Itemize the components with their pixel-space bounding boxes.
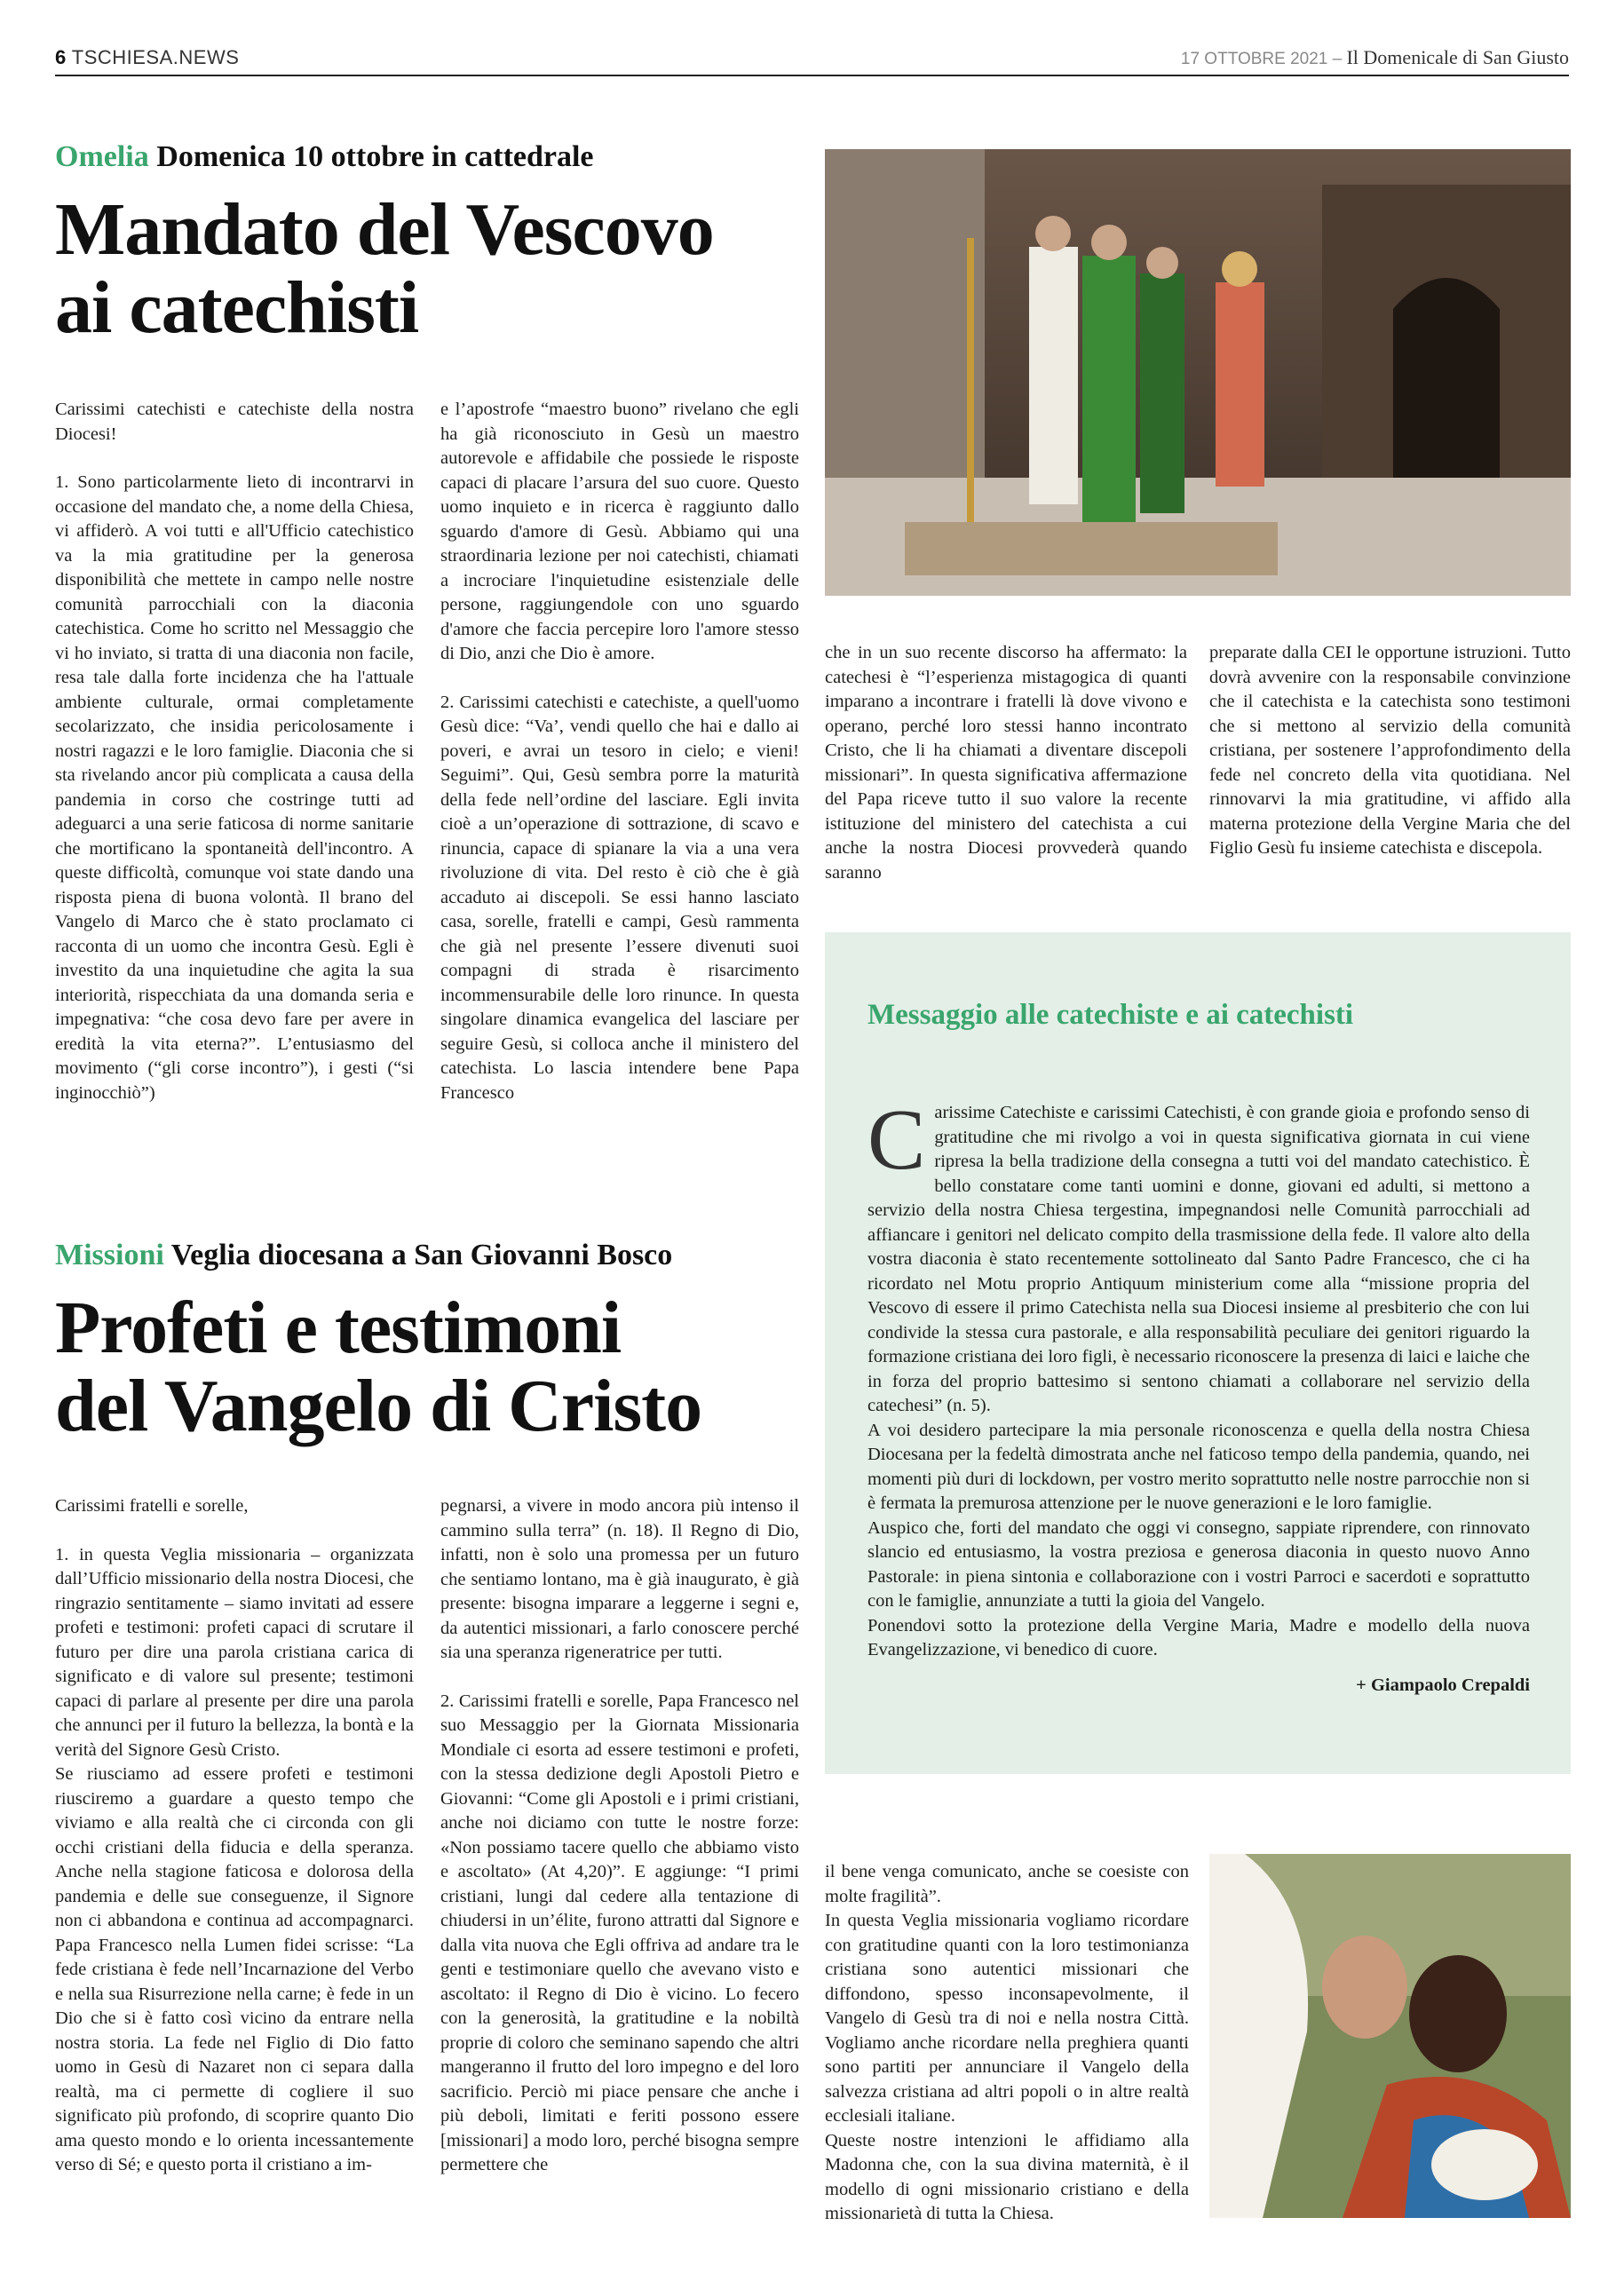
mission-photo: [1209, 1854, 1571, 2218]
paragraph: il bene venga comunicato, anche se coesiste con molte fragilità”.: [825, 1862, 1189, 1906]
paragraph: 1. in questa Veglia missionaria – organizzata dall’Ufficio missionario della nostra Diocesi, che ringrazio sentitamente – siamo invitati ad essere profeti e testimoni: profeti capaci di scrutare il futuro per dire una parola cristiana carica di significato e di valore sul presente; testimoni capaci di parlare al presente per dire una parola che annunci per il futuro la bellezza, la bontà e la verità del Signore Gesù Cristo.: [55, 1544, 414, 1760]
paragraph: 1. Sono particolarmente lieto di incontrarvi in occasione del mandato che, a nome della Chiesa, vi affiderò. A voi tutti e all'Ufficio catechistico va la mia gratitudine per la generosa disponibilità che mettete in campo nelle nostre comunità parrocchiali con la diaconia catechistica. Come ho scritto nel Messaggio che vi ho inviato, si tratta di una diaconia non facile, resa tale dalla forte incidenza che ha l'attuale ambiente culturale, ormai completamente secolarizzato, che insidia pericolosamente i nostri ragazzi e le loro famiglie. Diaconia che si sta rivelando ancor più complicata a causa della pandemia in corso che costringe tutti ad adeguarci a una serie faticosa di norme sanitarie che mortificano la spontaneità dell'incontro. A queste difficoltà, comunque voi state dando una risposta piena di buona volontà. Il brano del Vangelo di Marco che è stato proclamato ci racconta di un uomo che incontra Gesù. Egli è investito da una inquietudine che agita la sua interiorità, rispecchiata da una domanda seria e impegnativa: “che cosa devo fare per avere in eredità la vita eterna?”. L’entusiasmo del movimento (“gli corse incontro”), i gesti (“si inginocchiò”): [55, 472, 414, 1103]
issue-date: 17 OTTOBRE 2021 –: [1180, 50, 1343, 68]
message-box-text: [867, 1092, 1530, 1698]
paragraph: preparate dalla CEI le opportune istruzioni. Tutto dovrà avvenire con la responsabile convinzione che il catechista e la catechista sono testimoni che si mettono al servizio della comunità cristiana, per sostenere l’approfondimento della fede nel concreto della vita quotidiana. Nel rinnovarvi la mia gratitudine, vi affido alla materna protezione della Vergine Maria che del Figlio Gesù fu insieme catechista e discepola.: [1209, 643, 1571, 858]
article2-column-1: [55, 1494, 414, 2178]
article2-column-3: [825, 1860, 1189, 2227]
message-paragraph: Auspico che, forti del mandato che oggi vi consegno, sappiate riprendere, con rinnovato slancio ed entusiasmo, la vostra preziosa e generosa diaconia in questo nuovo Anno Pastorale: in piena sintonia e collaborazione con i vostri Parroci e sacerdoti e soprattutto con le famiglie, annunziate a tutti la gioia del Vangelo.: [867, 1517, 1530, 1611]
article1-kicker-label: Omelia: [55, 140, 149, 173]
article1-kicker: [55, 140, 594, 174]
article2-kicker: [55, 1239, 672, 1272]
article2-title-line2: del Vangelo di Cristo: [55, 1365, 702, 1447]
publication-name: Il Domenicale di San Giusto: [1346, 46, 1569, 68]
paragraph: 2. Carissimi fratelli e sorelle, Papa Francesco nel suo Messaggio per la Giornata Missionaria Mondiale ci esorta ad essere testimoni e profeti, con la stessa dedizione degli Apostoli Pietro e Giovanni: “Come gli Apostoli e i primi cristiani, anche noi diciamo con tutte le nostre forze: «Non possiamo tacere quello che abbiamo visto e ascoltato» (At 4,20)”. E aggiunge: “I primi cristiani, lungi dal cedere alla tentazione di chiudersi in un’élite, furono attratti dal Signore e dalla vita nuova che Egli offriva ad andare tra le genti e testimoniare quello che avevano visto e ascoltato: il Regno di Dio è vicino. Lo fecero con la generosità, la gratitudine e la nobiltà proprie di coloro che seminano sapendo che altri mangeranno il frutto del loro impegno e del loro sacrificio. Perciò mi piace pensare che anche i più deboli, limitati e feriti possono essere [missionari] a modo loro, perché bisogna sempre permettere che: [440, 1691, 799, 2174]
page-header-right: [1181, 46, 1569, 69]
article1-column-1: [55, 398, 414, 1105]
article2-title: [55, 1289, 701, 1445]
message-paragraph: arissime Catechiste e carissimi Catechisti, è con grande gioia e profondo senso di gratitudine che mi rivolgo a voi in questa significativa giornata in cui viene ripresa la bella tradizione della consegna a tutti voi del mandato catechistico. È bello constatare come tanti uomini e donne, giovani ed adulti, si mettono a servizio della nostra Chiesa tergestina, impegnandosi nelle Comunità parrocchiali ad affiancare i genitori nel delicato compito della trasmissione della fede. Il valore alto della vostra diaconia è stato recentemente sottolineato dal Santo Padre Francesco, che ci ha ricordato nel Motu proprio Antiquum ministerium come alla “missione propria del Vescovo di essere il primo Catechista nella sua Diocesi insieme al presbiterio che con lui condivide la stessa cura pastorale, e alla responsabilità peculiare dei genitori riguardo la formazione cristiana dei loro figli, è necessario riconoscere la presenza di laici e laiche che in forza del proprio battesimo si sentono chiamati a collaborare nel servizio della catechesi” (n. 5).: [867, 1103, 1530, 1415]
article1-column-2: [440, 398, 799, 1105]
article1-title-line2: ai catechisti: [55, 266, 419, 349]
message-paragraph: A voi desidero partecipare la mia personale riconoscenza e quella della nostra Chiesa Diocesana per la fedeltà dimostrata anche nel faticoso tempo della pandemia, quando, nei momenti più duri di lockdown, per vostro merito soprattutto nelle nostre parrocchie non si è fermata la premurosa attenzione per le nuove generazioni e le loro famiglie.: [867, 1420, 1530, 1513]
paragraph: Queste nostre intenzioni le affidiamo alla Madonna che, con la sua divina maternità, è il modello di ogni missionario cristiano e della missionarietà di tutta la Chiesa.: [825, 2130, 1189, 2223]
article1-title-line1: Mandato del Vescovo: [55, 188, 714, 271]
article1-column-4: [1209, 641, 1571, 861]
message-signature: + Giampaolo Crepaldi: [1356, 1675, 1530, 1695]
message-box-title: Messaggio alle catechiste e ai catechisti: [867, 999, 1354, 1031]
paragraph: pegnarsi, a vivere in modo ancora più intenso il cammino sulla terra” (n. 18). Il Regno di Dio, infatti, non è solo una promessa per un futuro che sentiamo lontano, ma è già inaugurato, è già presente: bisogna imparare a leggerne i segni e, da autentici missionari, a farlo conoscere perché sia una speranza rigeneratrice per tutti.: [440, 1496, 799, 1662]
article2-column-2: [440, 1494, 799, 2178]
article2-kicker-text: Veglia diocesana a San Giovanni Bosco: [170, 1239, 673, 1271]
article2-title-line1: Profeti e testimoni: [55, 1287, 622, 1369]
drop-cap: C: [867, 1092, 926, 1188]
paragraph: 2. Carissimi catechisti e catechiste, a quell'uomo Gesù dice: “Va’, vendi quello che hai e dallo ai poveri, e avrai un tesoro in cielo; e vieni! Seguimi”. Qui, Gesù sembra porre la maturità della fede nell’ordine del lasciare. Egli invita cioè a un’operazione di sottrazione, di scavo e rinuncia, capace di spianare la via a una vera rivoluzione di vita. Del resto è ciò che è già accaduto ai discepoli. Se essi hanno lasciato casa, sorelle, fratelli e campi, Gesù rammenta che già nel presente l’essere divenuti suoi compagni di strada è risarcimento incommensurabile delle loro rinunce. In questa singolare dinamica evangelica del lasciare per seguire Gesù, si colloca anche il ministero del catechista. Lo lascia intendere bene Papa Francesco: [440, 692, 799, 1103]
article1-column-3: [825, 641, 1187, 885]
paragraph: Carissimi fratelli e sorelle,: [55, 1496, 249, 1516]
header-rule: [55, 75, 1569, 76]
cathedral-photo: [825, 149, 1571, 596]
site-name: TSCHIESA.NEWS: [71, 46, 240, 68]
paragraph: In questa Veglia missionaria vogliamo ricordare con gratitudine quanti con la loro testimonianza cristiana sono autentici missionari che diffondono, spesso inconsapevolmente, il Vangelo di Gesù tra di noi e nella nostra Città. Vogliamo anche ricordare nella preghiera quanti sono partiti per annunciare il Vangelo della salvezza cristiana ad altri popoli o in altre realtà ecclesiali italiane.: [825, 1911, 1189, 2126]
article2-kicker-label: Missioni: [55, 1239, 164, 1271]
article1-kicker-text: Domenica 10 ottobre in cattedrale: [156, 140, 594, 173]
page-header-left: [55, 46, 239, 69]
paragraph: Carissimi catechisti e catechiste della nostra Diocesi!: [55, 400, 414, 444]
message-paragraph: Ponendovi sotto la protezione della Vergine Maria, Madre e modello della nuova Evangelizzazione, vi benedico di cuore.: [867, 1615, 1530, 1659]
paragraph: che in un suo recente discorso ha affermato: la catechesi è “l’esperienza mistagogica di quanti imparano a incontrare i fratelli là dove vivono e operano, perché loro stessi hanno incontrato Cristo, che li ha chiamati a diventare discepoli missionari”. In questa significativa affermazione del Papa riceve tutto il suo valore la recente istituzione del ministero del catechista a cui anche la nostra Diocesi provvederà quando saranno: [825, 643, 1187, 883]
page-number: 6: [55, 46, 67, 68]
paragraph: e l’apostrofe “maestro buono” rivelano che egli ha già riconosciuto in Gesù un maestro autorevole e affidabile che possiede le risposte capaci di placare l’arsura del suo cuore. Questo uomo inquieto e in ricerca è raggiunto dallo sguardo d'amore di Gesù. Abbiamo qui una straordinaria lezione per noi catechisti, chiamati a incrociare l'inquietudine esistenziale delle persone, raggiungendole con uno sguardo d'amore che faccia percepire loro l'amore stesso di Dio, anzi che Dio è amore.: [440, 400, 799, 663]
article1-title: [55, 188, 714, 349]
paragraph: Se riusciamo ad essere profeti e testimoni riusciremo a guardare a questo tempo che viviamo e alla realtà che ci circonda con gli occhi cristiani della fiducia e della speranza. Anche nella stagione faticosa e dolorosa della pandemia e delle sue conseguenze, il Signore non ci abbandona e continua ad accompagnarci. Papa Francesco nella Lumen fidei scrisse: “La fede cristiana è fede nell’Incarnazione del Verbo e nella sua Risurrezione nella carne; è fede in un Dio che si è fatto così vicino da entrare nella nostra storia. La fede nel Figlio di Dio fatto uomo in Gesù di Nazaret non ci separa dalla realtà, ma ci permette di cogliere il suo significato più profondo, di scoprire quanto Dio ama questo mondo e lo orienta incessantemente verso di Sé; e questo porta il cristiano a im-: [55, 1764, 414, 2174]
